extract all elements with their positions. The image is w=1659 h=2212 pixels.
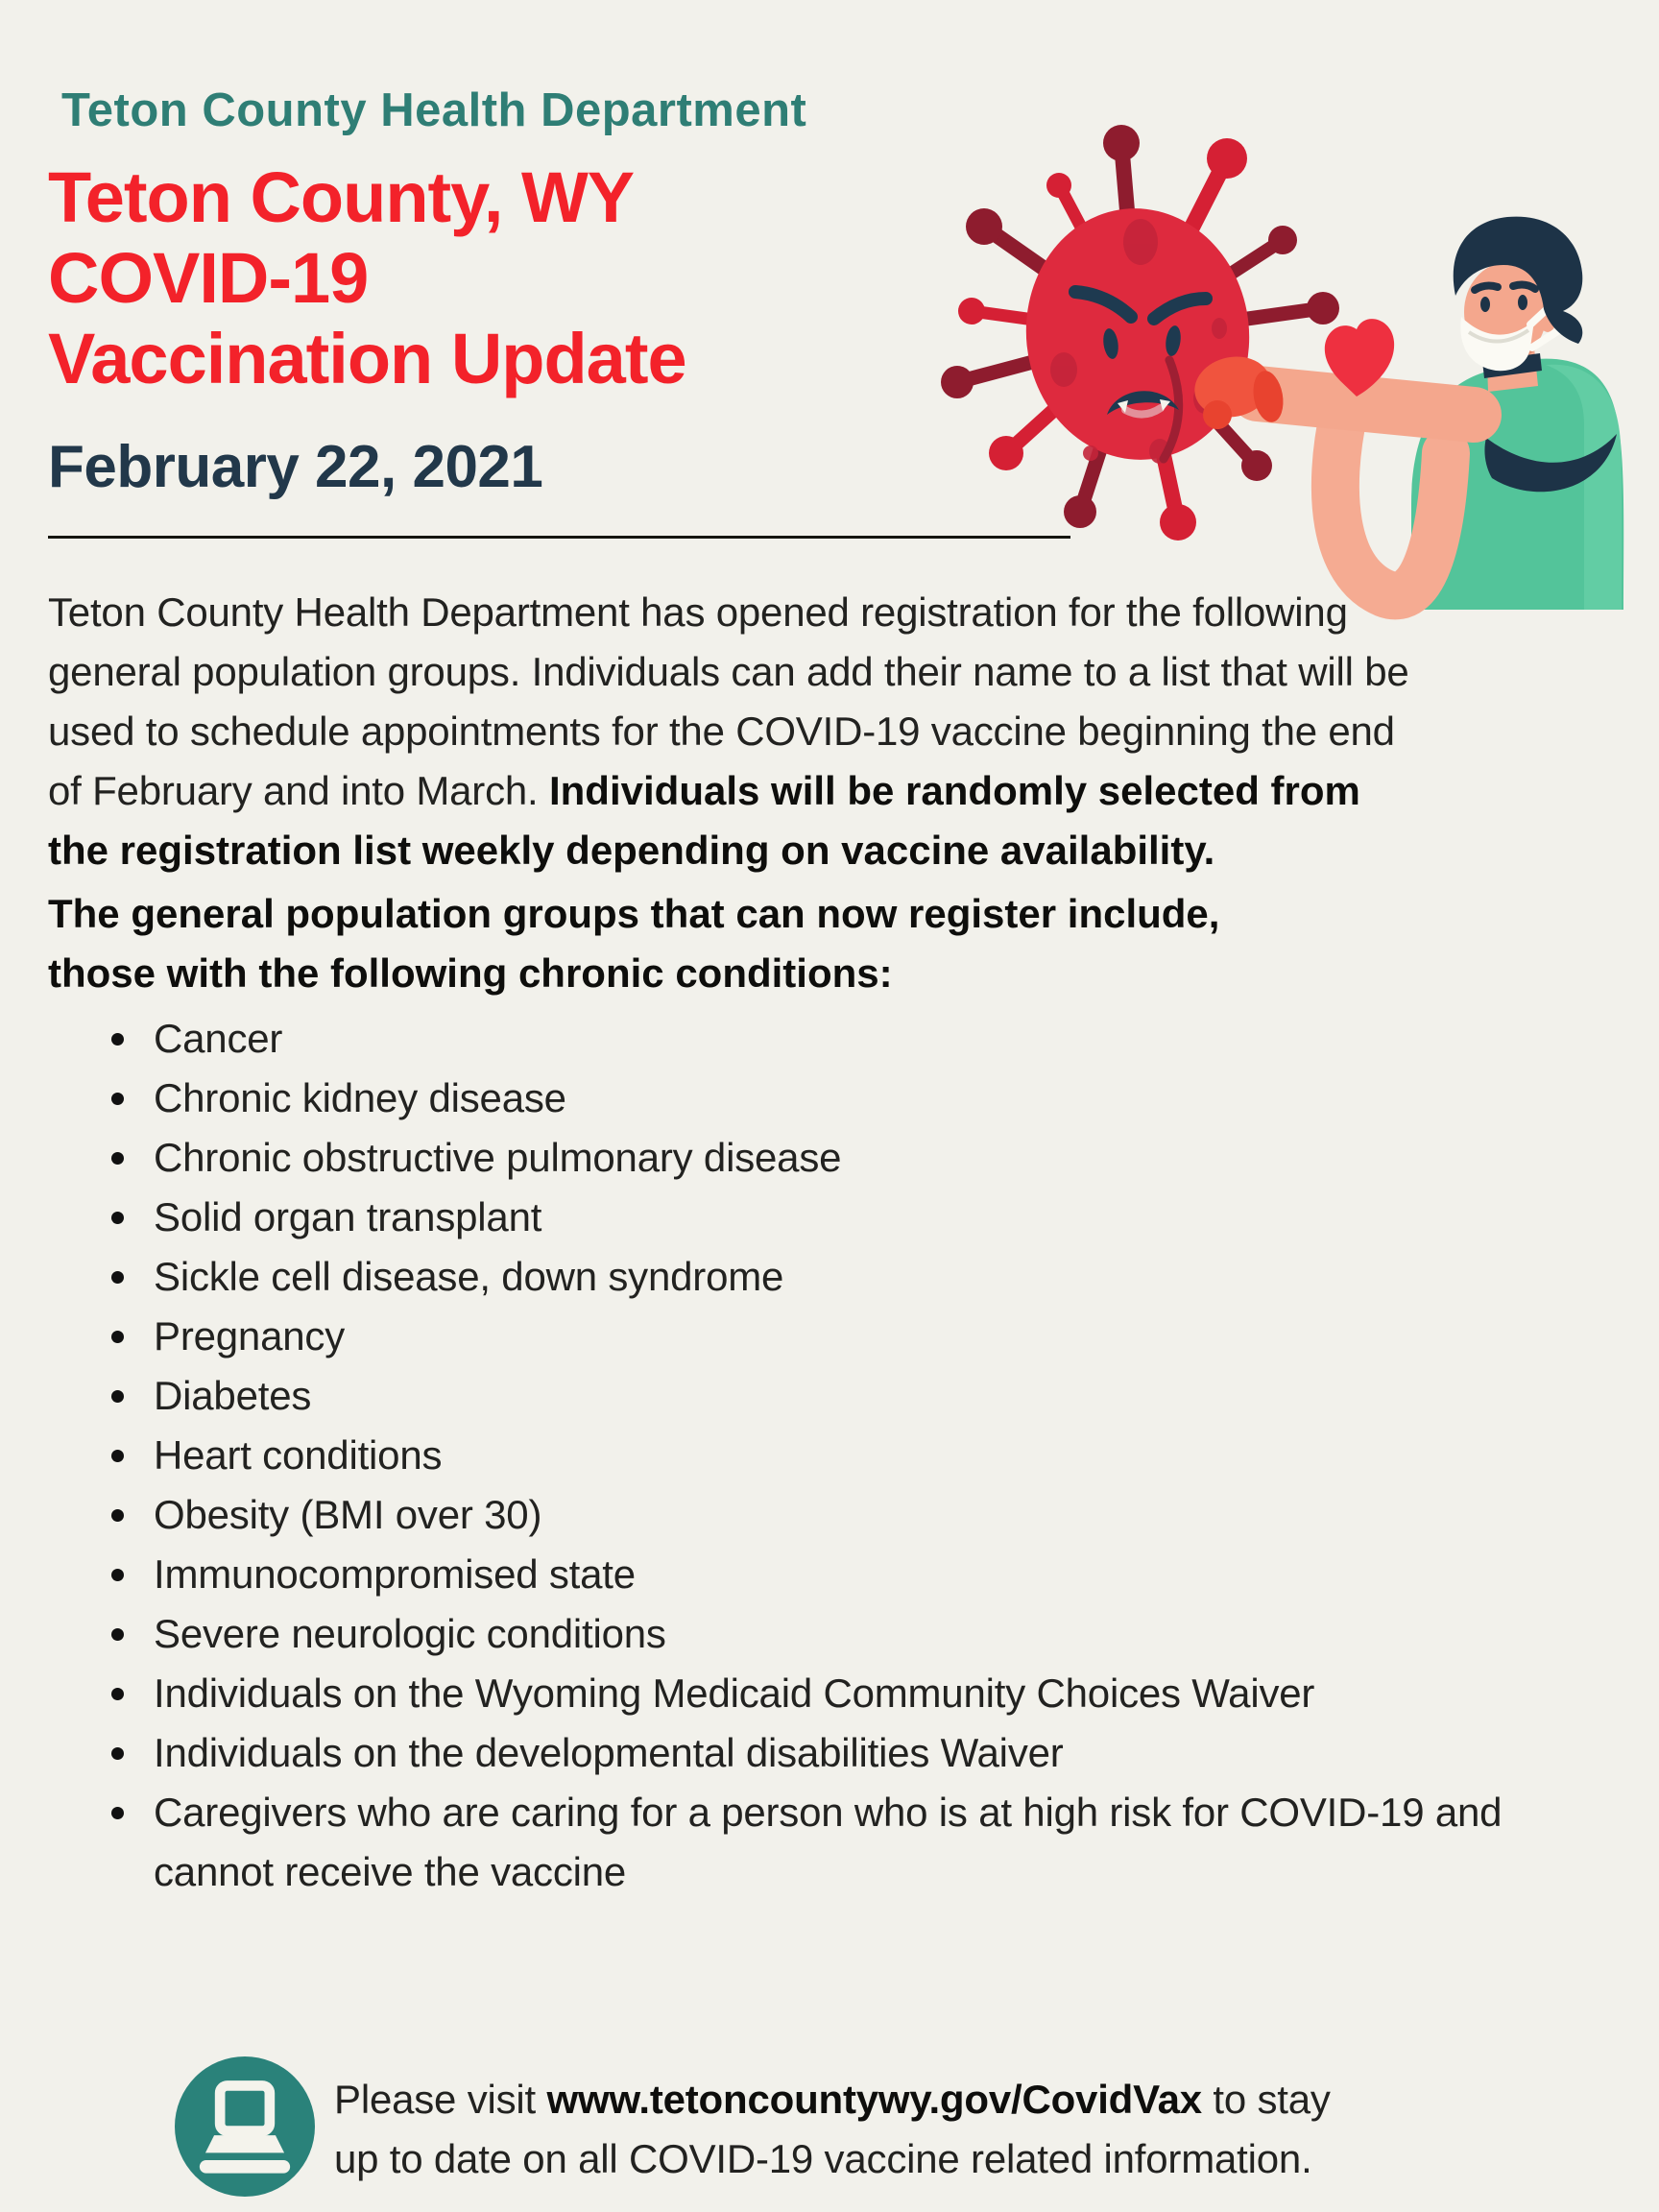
title-line-2: COVID-19	[48, 238, 369, 318]
intro-text: Teton County Health Department has opened registration for the following general population groups. Individuals can add their name to a list that will be used to schedule appointments for the COVID-19 vaccine beginning the end of February and into March.	[48, 589, 1409, 813]
list-heading-line-1: The general population groups that can now register include,	[48, 891, 1220, 936]
footer-line-2: up to date on all COVID-19 vaccine related information.	[334, 2136, 1312, 2181]
list-item: Solid organ transplant	[48, 1188, 1613, 1247]
list-item: Chronic kidney disease	[48, 1069, 1613, 1128]
laptop-icon	[175, 2056, 315, 2197]
list-item: Sickle cell disease, down syndrome	[48, 1247, 1613, 1307]
date: February 22, 2021	[48, 434, 543, 500]
list-item: Individuals on the Wyoming Medicaid Community Choices Waiver	[48, 1664, 1613, 1723]
list-item: Diabetes	[48, 1366, 1613, 1426]
list-item: Pregnancy	[48, 1307, 1613, 1366]
footer-callout	[175, 2056, 1331, 2197]
title-line-3: Vaccination Update	[48, 319, 686, 398]
list-item: Immunocompromised state	[48, 1545, 1613, 1604]
footer-text	[334, 2056, 1331, 2189]
chronic-conditions-list	[48, 1009, 1613, 1902]
footer-url: www.tetoncountywy.gov/CovidVax	[546, 2077, 1202, 2122]
title-line-1: Teton County, WY	[48, 157, 635, 237]
divider-rule	[48, 536, 1070, 539]
list-item: Chronic obstructive pulmonary disease	[48, 1128, 1613, 1188]
org-name: Teton County Health Department	[61, 84, 807, 136]
list-item: Obesity (BMI over 30)	[48, 1485, 1613, 1545]
footer-line1-post: to stay	[1201, 2077, 1331, 2122]
list-item: Cancer	[48, 1009, 1613, 1069]
list-item: Caregivers who are caring for a person who is at high risk for COVID-19 and cannot receive the vaccine	[48, 1783, 1613, 1902]
list-heading	[48, 884, 1613, 1003]
list-item: Severe neurologic conditions	[48, 1604, 1613, 1664]
footer-line-1	[334, 2070, 1331, 2129]
list-item: Individuals on the developmental disabilities Waiver	[48, 1723, 1613, 1783]
list-item: Heart conditions	[48, 1426, 1613, 1485]
intro-bold-text: Individuals will be randomly selected from the registration list weekly depending on vaccine availability.	[48, 768, 1360, 873]
list-heading-line-2: those with the following chronic conditions:	[48, 950, 893, 996]
intro-paragraph	[48, 583, 1431, 880]
footer-line1-pre: Please visit	[334, 2077, 547, 2122]
page-title	[48, 157, 720, 399]
